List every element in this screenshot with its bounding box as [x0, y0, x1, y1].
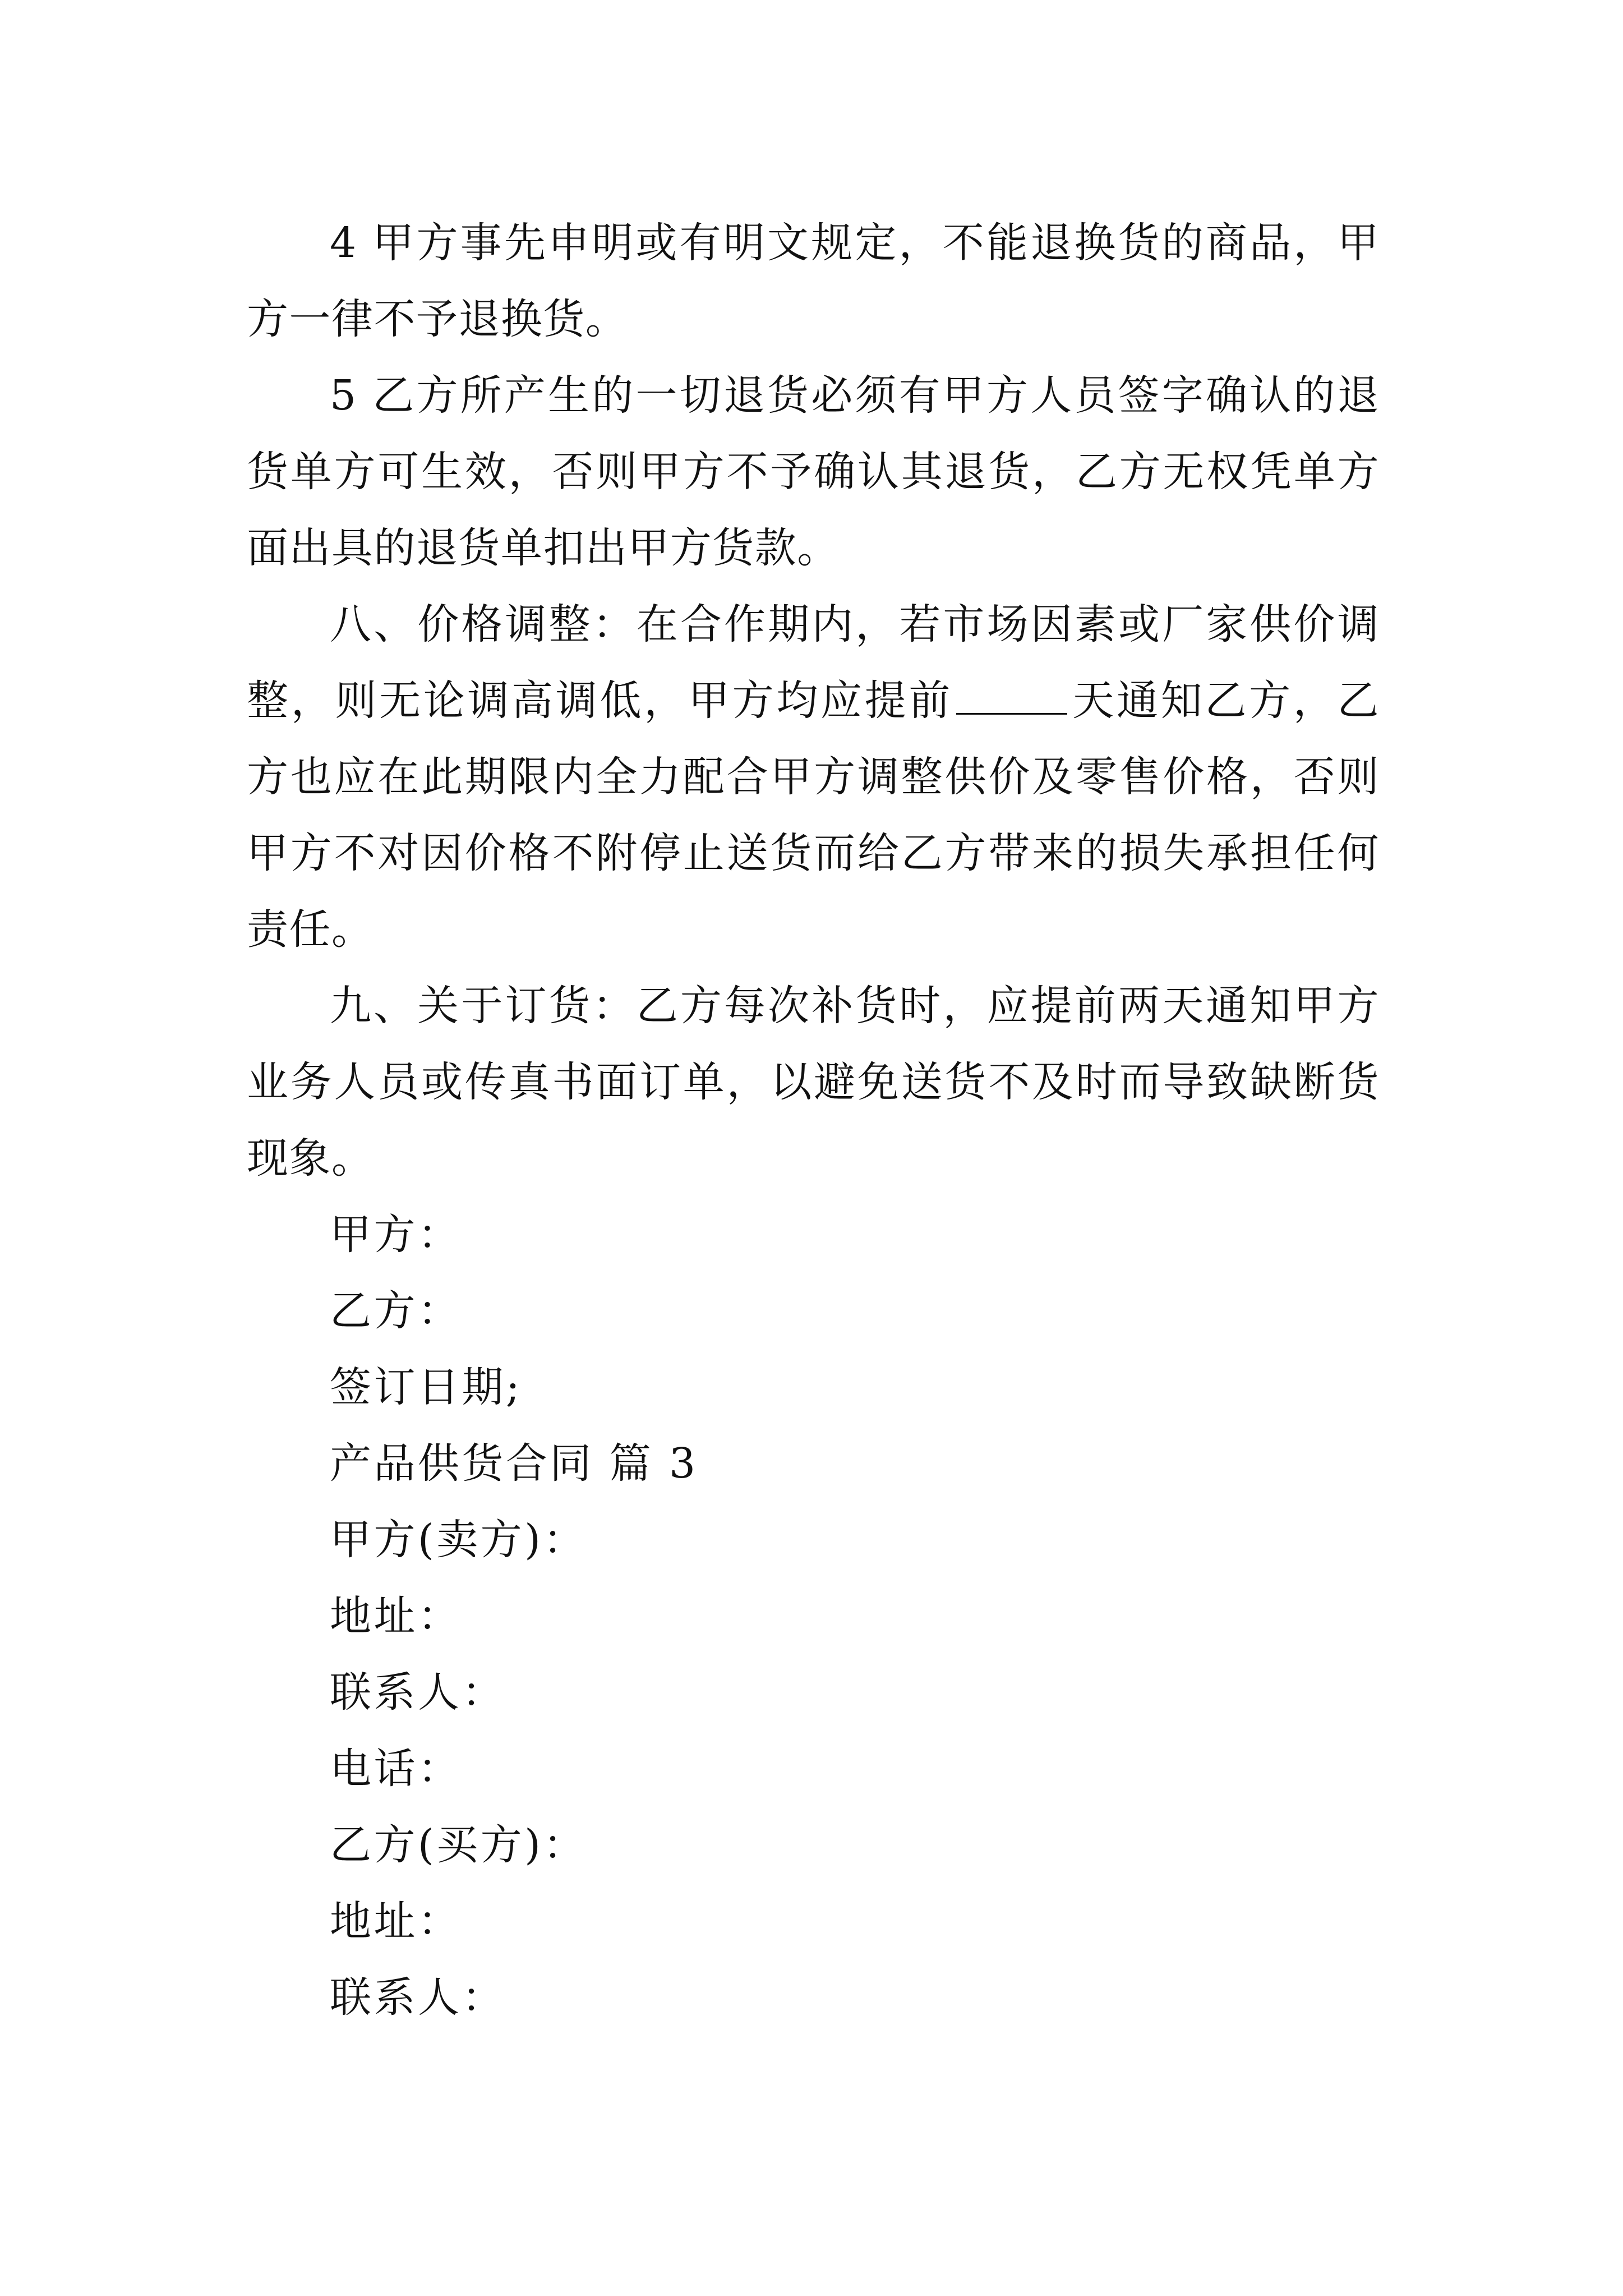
buyer-address: 地址： [330, 1897, 462, 1945]
seller-contact: 联系人： [330, 1668, 506, 1717]
clause-5: 5 乙方所产生的一切退货必须有甲方人员签字确认的退货单方可生效，否则甲方不予确认其退货，乙方无权凭单方面出具的退货单扣出甲方货款。 [247, 371, 1380, 572]
signature-date: 签订日期; [330, 1363, 523, 1411]
seller-phone: 电话： [330, 1745, 462, 1793]
document-page [247, 205, 1380, 2036]
section-8-text-after-blank: 天通知乙方，乙方也应在此期限内全力配合甲方调整供价及零售价格，否则甲方不对因价格不附停止送货而给乙方带来的损失承担任何责任。 [247, 677, 1380, 954]
section-8-text-before-blank: 八、价格调整：在合作期内，若市场因素或厂家供价调整，则无论调高调低，甲方均应提前 [247, 600, 1380, 725]
signature-party-a: 甲方： [330, 1211, 462, 1259]
days-blank-line [956, 679, 1067, 715]
section-9-ordering: 九、关于订货：乙方每次补货时，应提前两天通知甲方业务人员或传真书面订单，以避免送货不及时而导致缺断货现象。 [247, 982, 1380, 1182]
section-8-price-adjustment [247, 586, 1380, 968]
seller-address: 地址： [330, 1592, 462, 1640]
buyer-label: 乙方(买方)： [330, 1821, 587, 1869]
clause-4: 4 甲方事先申明或有明文规定，不能退换货的商品，甲方一律不予退换货。 [247, 219, 1380, 343]
seller-label: 甲方(卖方)： [330, 1516, 587, 1564]
contract-heading: 产品供货合同 篇 3 [330, 1439, 698, 1488]
signature-party-b: 乙方： [330, 1287, 462, 1335]
buyer-contact: 联系人： [330, 1973, 506, 2022]
